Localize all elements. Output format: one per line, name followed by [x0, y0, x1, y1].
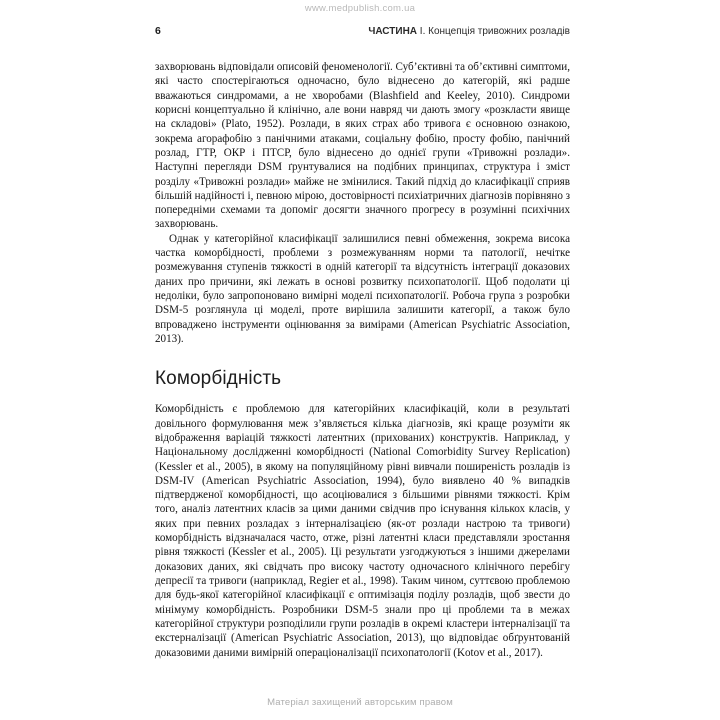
paragraph-limitations: Однак у категорійної класифікації залишилися певні обмеження, зокрема висока частка коморбідності, проблеми з розмежуванням норми та патології, нечітке розмежування ступенів тяжкості в одній категорії та відсутність інтеграції доказових даних про причини, які лежать в основі розвитку психопатології. Щоб подолати ці недоліки, було запропоновано вимірні моделі психопатології. Робоча група з розробки DSM-5 розглянула ці моделі, проте вирішила залишити категорії, а також було впроваджено інструменти оцінювання за вимірами (American Psychiatric Association, 2013). [155, 232, 570, 345]
running-head [155, 25, 570, 39]
copyright-footer: Матеріал захищений авторським правом [267, 697, 453, 708]
heading-spacer-bottom [155, 390, 570, 402]
paragraph-continued: захворювань відповідали описовій феноменології. Суб’єктивні та об’єктивні симптоми, які часто спостерігаються одночасно, було віднесено до категорій, які радше вважаються синдромами, а не хворобами (Blashfield and Keeley, 2010). Синдроми корисні концептуально й клінічно, але вони навряд чи дають змогу «розкласти явище на складові» (Plato, 1952). Розлади, в яких страх або тривога є основною ознакою, зокрема агорафобію з панічними атаками, соціальну фобію, просту фобію, панічний розлад, ГТР, ОКР і ПТСР, було віднесено до однієї групи «Тривожні розлади». Наступні перегляди DSM ґрунтувалися на подібних принципах, структура і зміст розділу «Тривожні розлади» майже не змінилися. Такий підхід до класифікації сприяв більшій надійності і, певною мірою, достовірності психіатричних діагнозів порівняно з попередніми схемами та допоміг досягти значного прогресу в розумінні психічних захворювань. [155, 61, 570, 231]
running-head-part-label: ЧАСТИНА [368, 26, 418, 37]
site-watermark: www.medpublish.com.ua [304, 3, 416, 14]
running-head-chapter-title: I. Концепція тривожних розладів [417, 26, 570, 37]
paragraph-comorbidity: Коморбідність є проблемою для категорійних класифікацій, коли в результаті довільного формулювання меж з’являється кілька діагнозів, які краще розуміти як відображення варіацій тяжкості латентних (прихованих) конструктів. Наприклад, у Національному дослідженні коморбідності (National Comorbidity Survey Replication) (Kessler et al., 2005), в якому на популяційному рівні вивчали поширеність розладів із DSM-IV (American Psychiatric Association, 1994), було виявлено 40 % випадків підтвердженої коморбідності, що асоціювалися з більшими рівнями тяжкості. Крім того, аналіз латентних класів за цими даними свідчив про існування кількох класів, у яких при певних розладах з інтерналізацією (як-от розлади настрою та тривоги) коморбідність відзначалася часто, отже, різні латентні класи представляли зростання рівня тяжкості (Kessler et al., 2005). Ці результати узгоджуються з іншими джерелами доказових даних, які свідчать про високу частоту одночасного клінічного перебігу депресії та тривоги (наприклад, Regier et al., 1998). Таким чином, суттєвою проблемою для будь-якої категорійної класифікації є оптимізація поділу розладів, щоб звести до мінімуму коморбідність. Розробники DSM-5 знали про ці проблеми та в межах категорійної структури розподілили групи розладів в окремі кластери інтерналізації та екстерналізації (American Psychiatric Association, 2013), що відповідає обґрунтованій доказовими даними вимірній операціоналізації психопатології (Kotov et al., 2017). [155, 403, 570, 659]
page-number: 6 [155, 25, 161, 37]
section-heading-comorbidity: Коморбідність [155, 368, 282, 390]
heading-spacer-top [155, 346, 570, 368]
text-column [155, 60, 570, 660]
running-head-title [368, 26, 570, 37]
